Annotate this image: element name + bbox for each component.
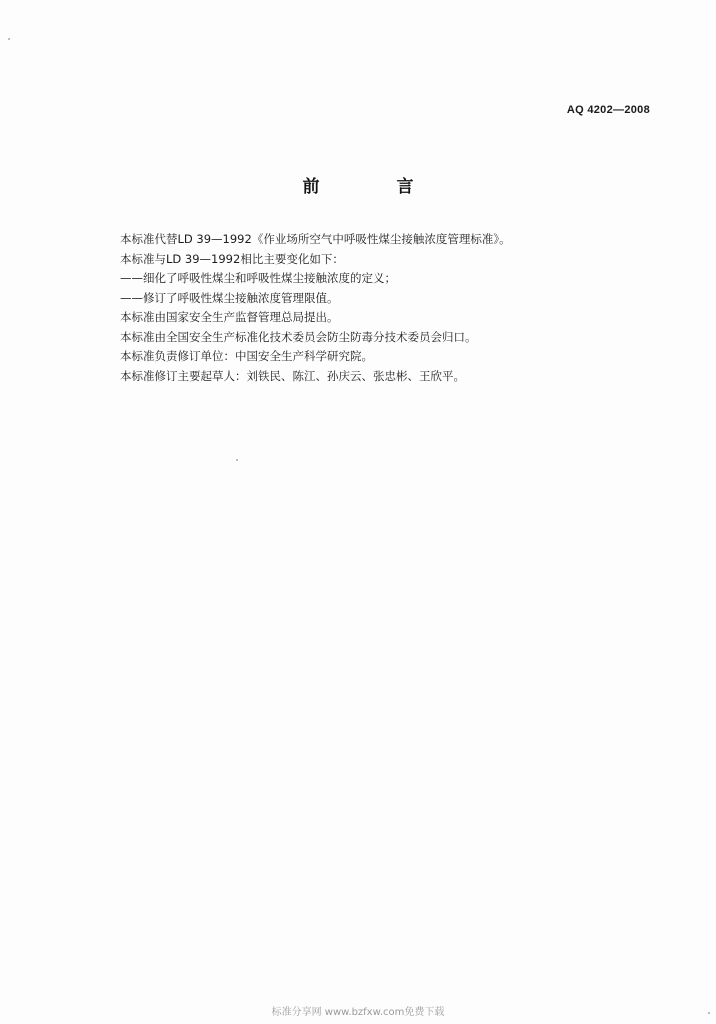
- foreword-line: 本标准由国家安全生产监督管理总局提出。: [120, 310, 339, 324]
- foreword-line: 本标准由全国安全生产标准化技术委员会防尘防毒分技术委员会归口。: [120, 329, 477, 344]
- scan-speck: [236, 459, 238, 461]
- footer-watermark: 标准分享网 www.bzfxw.com免费下载: [271, 1007, 445, 1018]
- foreword-line: 本标准负责修订单位：中国安全生产科学研究院。: [120, 349, 373, 363]
- foreword-body: [120, 230, 590, 386]
- foreword-line: ——细化了呼吸性煤尘和呼吸性煤尘接触浓度的定义；: [120, 271, 396, 285]
- foreword-line: 本标准修订主要起草人：刘铁民、陈江、孙庆云、张忠彬、王欣平。: [120, 368, 465, 383]
- foreword-line: 本标准与LD 39—1992相比主要变化如下：: [120, 251, 344, 266]
- foreword-line: ——修订了呼吸性煤尘接触浓度管理限值。: [120, 290, 339, 305]
- standard-code: AQ 4202—2008: [566, 104, 650, 116]
- scan-speck: [8, 38, 10, 40]
- foreword-line: 本标准代替LD 39—1992《作业场所空气中呼吸性煤尘接触浓度管理标准》。: [120, 232, 511, 246]
- page-title: 前 言: [302, 177, 444, 197]
